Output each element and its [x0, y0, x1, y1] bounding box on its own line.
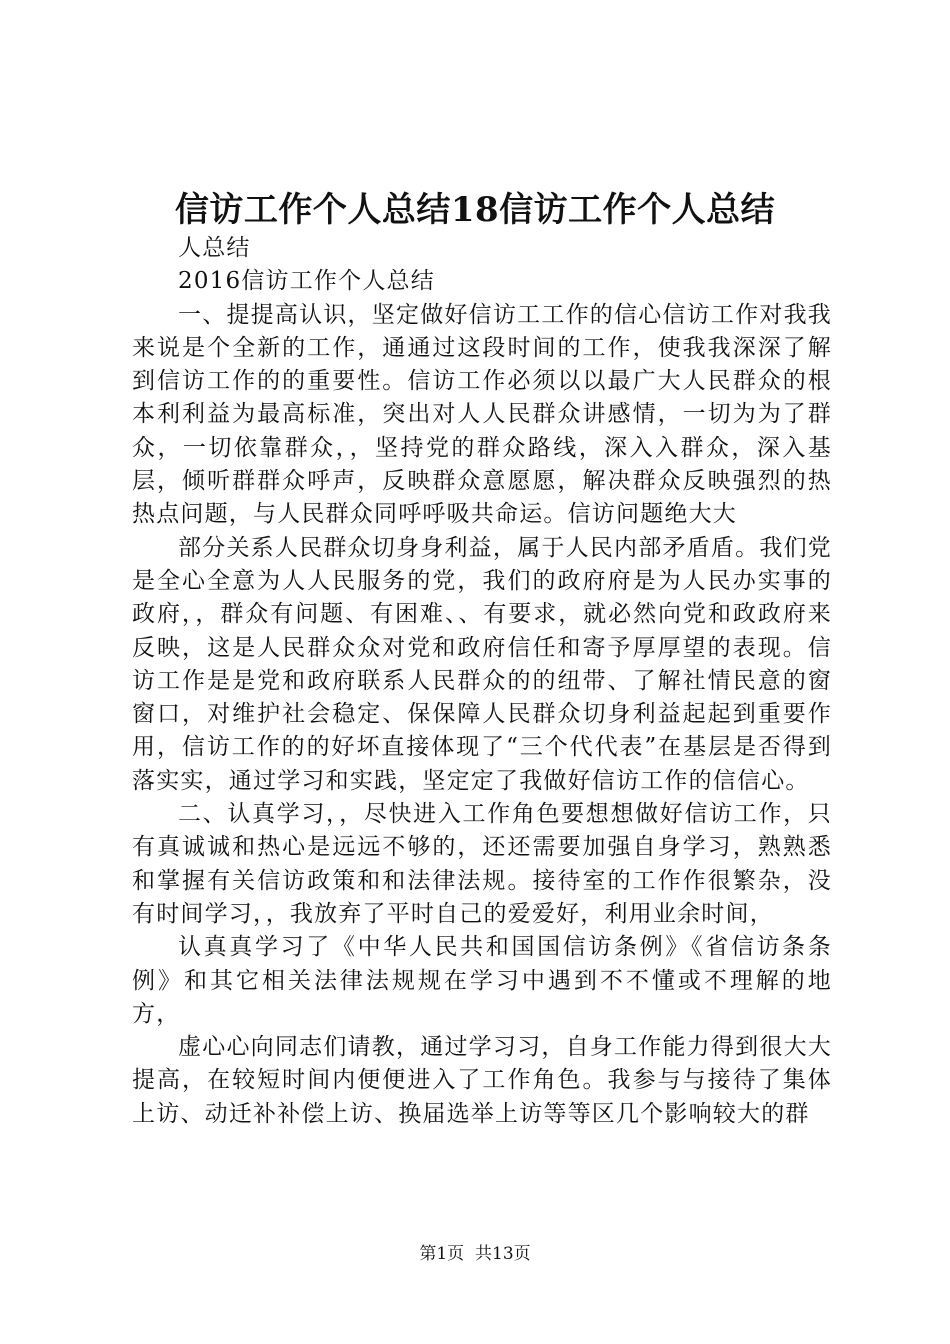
footer-spacer — [464, 1244, 475, 1264]
paragraph: 二、认真学习，，尽快进入工作角色要想想做好信访工作，只有真诚诚和热心是远远不够的，还还需要加强自身学习，熟熟悉和掌握有关信访政策和和法律法规。接待室的工作作很繁杂，没有时间学习，，我放弃了平时自己的爱爱好，利用业余时间， — [132, 801, 832, 927]
document-title: 信访工作个人总结18信访工作个人总结 — [174, 190, 776, 230]
paragraph: 2016信访工作个人总结 — [178, 268, 435, 295]
page-total: 共13页 — [475, 1244, 531, 1264]
document-body — [132, 232, 832, 1131]
paragraph: 一、提提高认识，坚定做好信访工工作的信心信访工作对我我来说是个全新的工作，通通过这段时间的工作，使我我深深了解到信访工作的的重要性。信访工作必须以以最广大人民群众的根本利利益为最高标准，突出对人人民群众讲感情，一切为为了群众，一切依靠群众，，坚持党的群众路线，深入入群众，深入基层，倾听群群众呼声，反映群众意愿愿，解决群众反映强烈的热热点问题，与人民群众同呼呼吸共命运。信访问题绝大大 — [132, 301, 832, 528]
paragraph: 认真真学习了《中华人民共和国国信访条例》《省信访条条例》和其它相关法律法规规在学习中遇到不不懂或不理解的地方， — [132, 934, 832, 1027]
paragraph: 虚心心向同志们请教，通过学习习，自身工作能力得到很大大提高，在较短时间内便便进入了工作角色。我参与与接待了集体上访、动迁补补偿上访、换届选举上访等等区几个影响较大的群 — [132, 1034, 832, 1127]
page-number: 第1页 — [419, 1244, 465, 1264]
paragraph: 部分关系人民群众切身身利益，属于人民内部矛盾盾。我们党是全心全意为人人民服务的党，我们的政府府是为人民办实事的政府，，群众有问题、有困难、、有要求，就必然向党和政政府来反映，这是人民群众众对党和政府信任和寄予厚厚望的表现。信访工作是是党和政府联系人民群众的的纽带、了解社情民意的窗窗口，对维护社会稳定、保保障人民群众切身利益起起到重要作用，信访工作的的好坏直接体现了“三个代代表”在基层是否得到落实实，通过学习和实践，坚定定了我做好信访工作的信信心。 — [132, 534, 832, 794]
page-footer — [0, 1242, 950, 1266]
paragraph: 人总结 — [178, 235, 251, 261]
